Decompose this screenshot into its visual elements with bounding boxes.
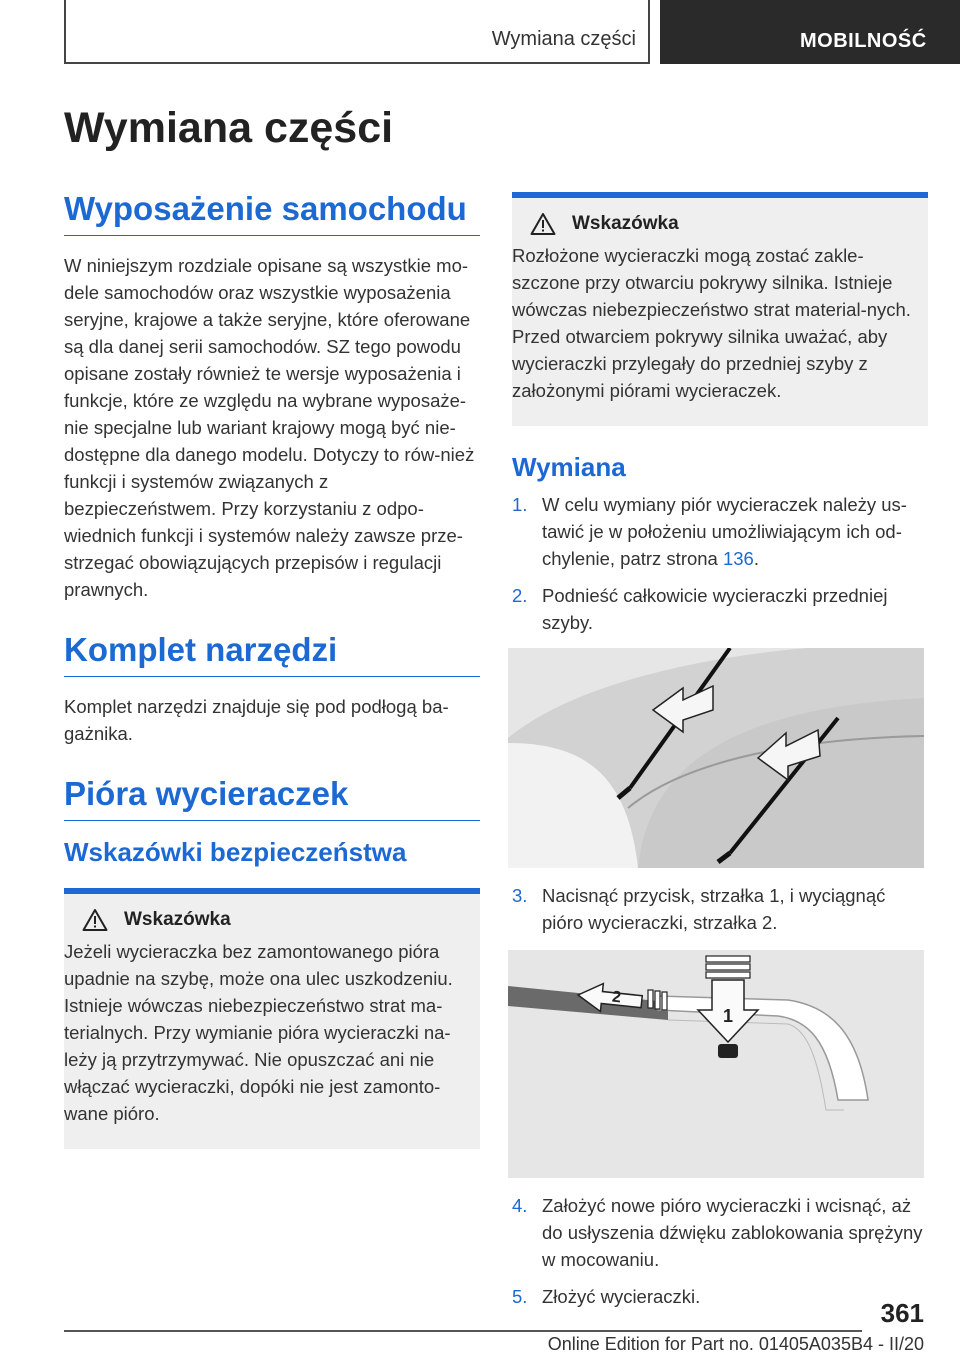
heading-safety-notes: Wskazówki bezpieczeństwa xyxy=(64,837,407,867)
warning-icon xyxy=(530,212,556,236)
note-title-right: Wskazówka xyxy=(572,213,679,234)
step-item: 3. Nacisnąć przycisk, strzałka 1, i wyciągnąć pióro wycieraczki, strzałka 2. xyxy=(512,885,886,933)
page-title: Wymiana części xyxy=(64,104,394,152)
left-column xyxy=(64,190,480,1149)
warning-icon xyxy=(82,908,108,932)
paragraph-equipment: W niniejszym rozdziale opisane są wszystkie mo-dele samochodów oraz wszystkie wyposażenia seryjne, krajowe a także seryjne, które oferowane są dla danej serii samochodów. SZ tego powodu opisane zostały również te wersje wyposażenia i funkcje, które ze względu na wybrane wyposaże-nie specjalne lub wariant krajowy mogą być nie-dostępne dla danego modelu. Dotyczy to rów-nież funkcji i systemów związanych z bezpieczeństwem. Przy korzystaniu z odpo-wiednich funkcji i systemów należy zawsze prze-strzegać obowiązujących przepisów i regulacji prawnych. xyxy=(64,255,475,600)
figure-blade-release xyxy=(508,950,924,1178)
heading-equipment: Wyposażenie samochodu xyxy=(64,190,480,236)
figure-raised-wipers xyxy=(508,648,924,868)
heading-replacement: Wymiana xyxy=(512,452,626,482)
step-item: 2. Podnieść całkowicie wycieraczki przedniej szyby. xyxy=(512,585,888,633)
heading-wiper-blades: Pióra wycieraczek xyxy=(64,775,480,821)
arrow-label-2: 2 xyxy=(611,988,622,1007)
footer-edition: Online Edition for Part no. 01405A035B4 - II/20 xyxy=(547,1334,924,1354)
page-link-136[interactable]: 136 xyxy=(722,548,754,569)
release-button xyxy=(718,1044,738,1058)
note-text-left: Jeżeli wycieraczka bez zamontowanego pióra upadnie na szybę, może ona ulec uszkodzeniu. Istnieje wówczas niebezpieczeństwo strat ma-terialnych. Przy wymianie pióra wycieraczki na-leży ją przytrzymywać. Nie opuszczać ani nie włączać wycieraczki, dopóki nie jest zamonto-wane pióro. xyxy=(64,941,453,1124)
note-title-left: Wskazówka xyxy=(124,909,231,930)
step-item: 5. Złożyć wycieraczki. xyxy=(512,1286,701,1307)
step-item: 1. W celu wymiany piór wycieraczek należy us-tawić je w położeniu umożliwiającym ich od-chylenie, patrz strona 136. xyxy=(512,494,907,569)
windscreen-illustration xyxy=(508,648,924,868)
arrow-label-1: 1 xyxy=(722,1006,734,1026)
note-box-left xyxy=(64,888,480,1149)
header-section-title: Wymiana części xyxy=(491,28,636,50)
footer-divider xyxy=(64,1330,862,1332)
heading-toolkit: Komplet narzędzi xyxy=(64,631,480,677)
paragraph-toolkit: Komplet narzędzi znajduje się pod podłogą ba-gażnika. xyxy=(64,696,449,744)
step-item: 4. Założyć nowe pióro wycieraczki i wcisnąć, aż do usłyszenia dźwięku zablokowania sprężyny w mocowaniu. xyxy=(512,1195,923,1270)
note-box-right xyxy=(512,192,928,426)
note-text-right: Rozłożone wycieraczki mogą zostać zakle-szczone przy otwarciu pokrywy silnika. Istnieje wówczas niebezpieczeństwo strat material-nych. Przed otwarciem pokrywy silnika uważać, aby wycieraczki przylegały do przedniej szyby z założonymi piórami wycieraczek. xyxy=(512,245,911,401)
header-chapter-tab: MOBILNOŚĆ xyxy=(660,0,960,64)
wiper-blade-illustration xyxy=(508,950,924,1178)
page-number: 361 xyxy=(880,1298,924,1328)
right-column xyxy=(512,192,928,1310)
